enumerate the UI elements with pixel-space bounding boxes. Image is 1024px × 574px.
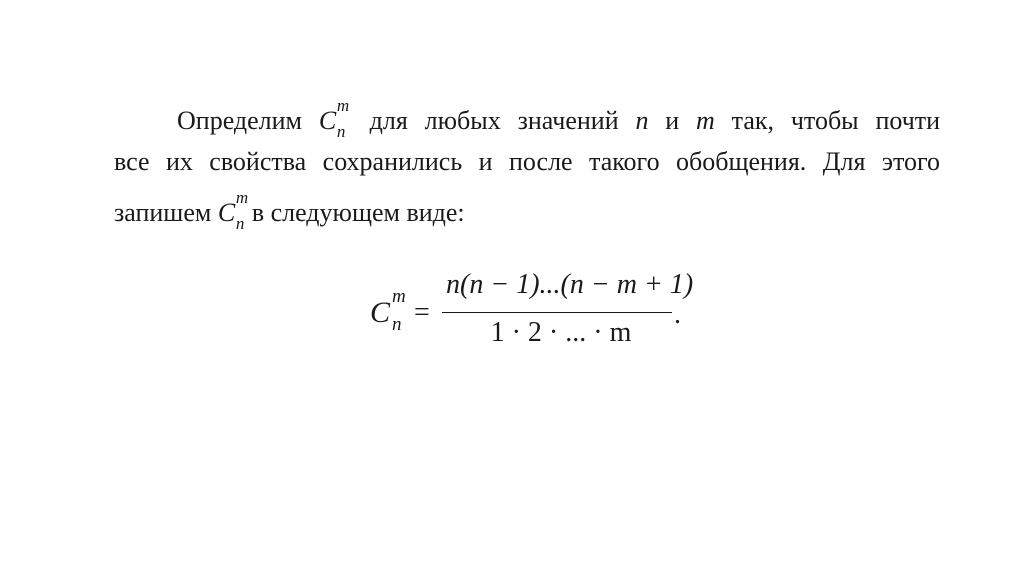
formula-period: . [674, 299, 681, 330]
formula-numerator: n(n − 1)...(n − m + 1) [446, 269, 694, 300]
word: и [478, 147, 493, 176]
word: так, [731, 106, 775, 135]
formula-lhs-sup: m [392, 286, 406, 307]
word: любых [424, 106, 501, 135]
word: обобщения. [676, 147, 807, 176]
paragraph-line-2 [114, 147, 940, 177]
word: Для [822, 147, 866, 176]
word: все [114, 147, 150, 176]
word: для [369, 106, 408, 135]
formula-lhs-sub: n [392, 314, 402, 335]
word: такого [589, 147, 660, 176]
text-run: в следующем виде: [251, 198, 465, 227]
word: сохранились [322, 147, 463, 176]
word: после [508, 147, 573, 176]
word: чтобы [790, 106, 859, 135]
word: почти [875, 106, 941, 135]
math-n: n [635, 106, 649, 135]
paragraph-line-1 [114, 96, 941, 141]
display-formula [370, 268, 710, 358]
math-c-n-m: C m n [318, 96, 350, 141]
word: запишем [114, 198, 212, 227]
math-m: m [696, 106, 715, 135]
formula-equals: = [414, 297, 430, 328]
fraction-bar [442, 312, 672, 313]
word: значений [517, 106, 619, 135]
word: и [665, 106, 680, 135]
word: их [165, 147, 193, 176]
word: свойства [209, 147, 307, 176]
paragraph-line-3 [114, 188, 940, 233]
word: этого [881, 147, 941, 176]
formula-denominator: 1 · 2 · ... · m [490, 317, 632, 348]
formula-lhs: C [370, 296, 391, 329]
word: Определим [177, 106, 302, 135]
math-c-n-m: C m n [217, 188, 249, 233]
